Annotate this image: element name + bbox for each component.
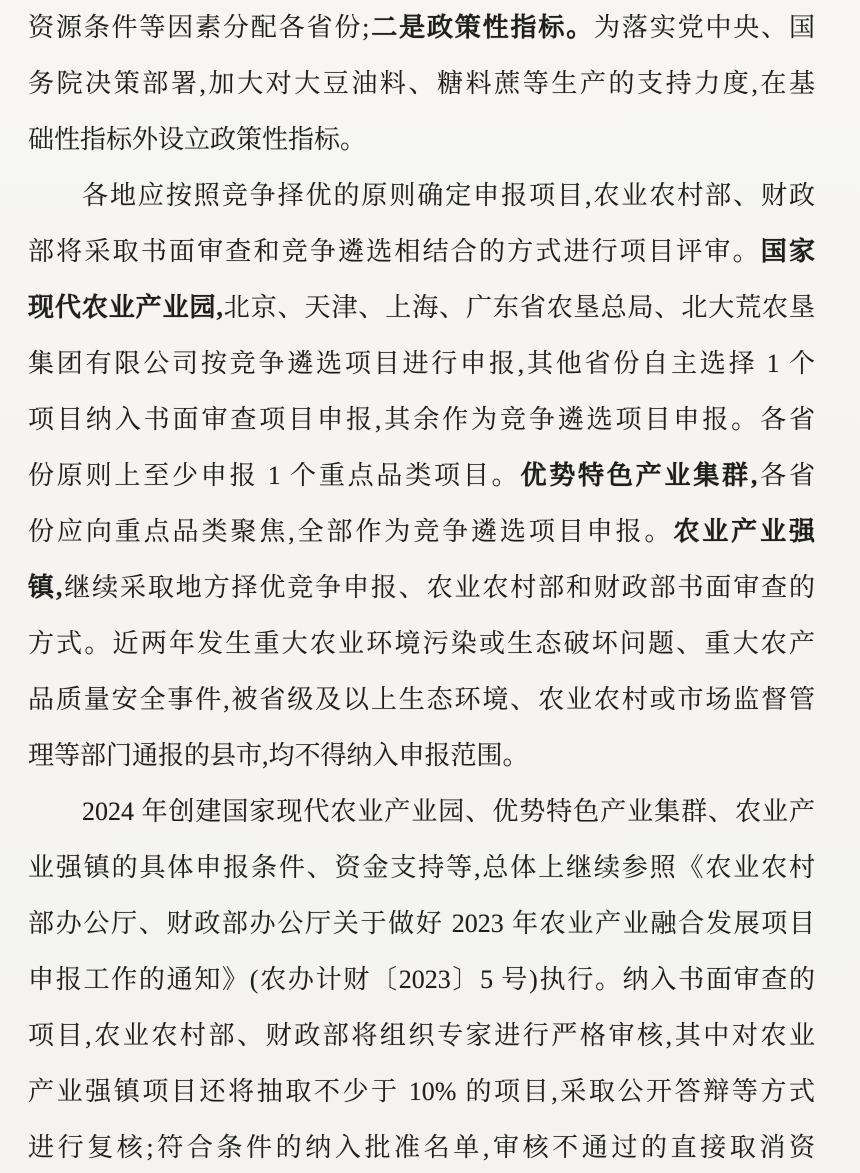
text-line bbox=[28, 336, 815, 392]
text-segment: 资源条件等因素分配各省份; bbox=[28, 13, 370, 42]
text-line bbox=[28, 672, 815, 728]
text-segment: 份原则上至少申报 1 个重点品类项目。 bbox=[28, 461, 521, 490]
text-line bbox=[28, 56, 815, 112]
bold-text-segment: 镇, bbox=[28, 573, 63, 602]
text-line bbox=[28, 224, 815, 280]
text-segment: 北京、天津、上海、广东省农垦总局、北大荒农垦 bbox=[222, 293, 815, 322]
text-segment: 业强镇的具体申报条件、资金支持等,总体上继续参照《农业农村 bbox=[28, 853, 815, 882]
text-segment: 进行复核;符合条件的纳入批准名单,审核不通过的直接取消资 bbox=[28, 1133, 815, 1162]
text-segment: 集团有限公司按竞争遴选项目进行申报,其他省份自主选择 1 个 bbox=[28, 349, 815, 378]
text-line bbox=[28, 112, 815, 168]
text-segment: 理等部门通报的县市,均不得纳入申报范围。 bbox=[28, 741, 529, 770]
text-segment: 品质量安全事件,被省级及以上生态环境、农业农村或市场监督管 bbox=[28, 685, 815, 714]
text-line bbox=[28, 1064, 815, 1120]
bold-text-segment: 农业产业强 bbox=[673, 517, 815, 546]
text-line bbox=[28, 616, 815, 672]
text-segment: 项目纳入书面审查项目申报,其余作为竞争遴选项目申报。各省 bbox=[28, 405, 815, 434]
text-segment: 项目,农业农村部、财政部将组织专家进行严格审核,其中对农业 bbox=[28, 1021, 815, 1050]
bold-text-segment: 优势特色产业集群, bbox=[520, 461, 758, 490]
text-line bbox=[28, 448, 815, 504]
bold-text-segment: 现代农业产业园, bbox=[28, 293, 223, 322]
text-line bbox=[28, 168, 815, 224]
text-segment: 方式。近两年发生重大农业环境污染或生态破坏问题、重大农产 bbox=[28, 629, 815, 658]
bold-text-segment: 二是政策性指标。 bbox=[369, 13, 595, 42]
text-segment: 申报工作的通知》(农办计财〔2023〕5 号)执行。纳入书面审查的 bbox=[28, 965, 815, 994]
text-line bbox=[28, 0, 815, 56]
text-line bbox=[28, 280, 815, 336]
text-line bbox=[28, 1120, 815, 1173]
text-line bbox=[28, 728, 815, 784]
text-line bbox=[28, 896, 815, 952]
text-segment: 部将采取书面审查和竞争遴选相结合的方式进行项目评审。 bbox=[28, 237, 761, 266]
text-line bbox=[28, 840, 815, 896]
text-segment: 各地应按照竞争择优的原则确定申报项目,农业农村部、财政 bbox=[82, 181, 815, 210]
document-text-block bbox=[28, 0, 815, 1173]
text-segment: 部办公厅、财政部办公厅关于做好 2023 年农业产业融合发展项目 bbox=[28, 909, 815, 938]
text-line bbox=[28, 504, 815, 560]
text-segment: 份应向重点品类聚焦,全部作为竞争遴选项目申报。 bbox=[28, 517, 674, 546]
text-segment: 础性指标外设立政策性指标。 bbox=[28, 125, 367, 154]
text-line bbox=[28, 784, 815, 840]
text-segment: 继续采取地方择优竞争申报、农业农村部和财政部书面审查的 bbox=[62, 573, 815, 602]
text-segment: 务院决策部署,加大对大豆油料、糖料蔗等生产的支持力度,在基 bbox=[28, 69, 815, 98]
text-segment: 2024 年创建国家现代农业产业园、优势特色产业集群、农业产 bbox=[82, 797, 815, 826]
bold-text-segment: 国家 bbox=[760, 237, 815, 266]
text-segment: 产业强镇项目还将抽取不少于 10% 的项目,采取公开答辩等方式 bbox=[28, 1077, 815, 1106]
text-line bbox=[28, 560, 815, 616]
text-segment: 为落实党中央、国 bbox=[594, 13, 815, 42]
text-segment: 各省 bbox=[757, 461, 815, 490]
text-line bbox=[28, 392, 815, 448]
text-line bbox=[28, 952, 815, 1008]
text-line bbox=[28, 1008, 815, 1064]
